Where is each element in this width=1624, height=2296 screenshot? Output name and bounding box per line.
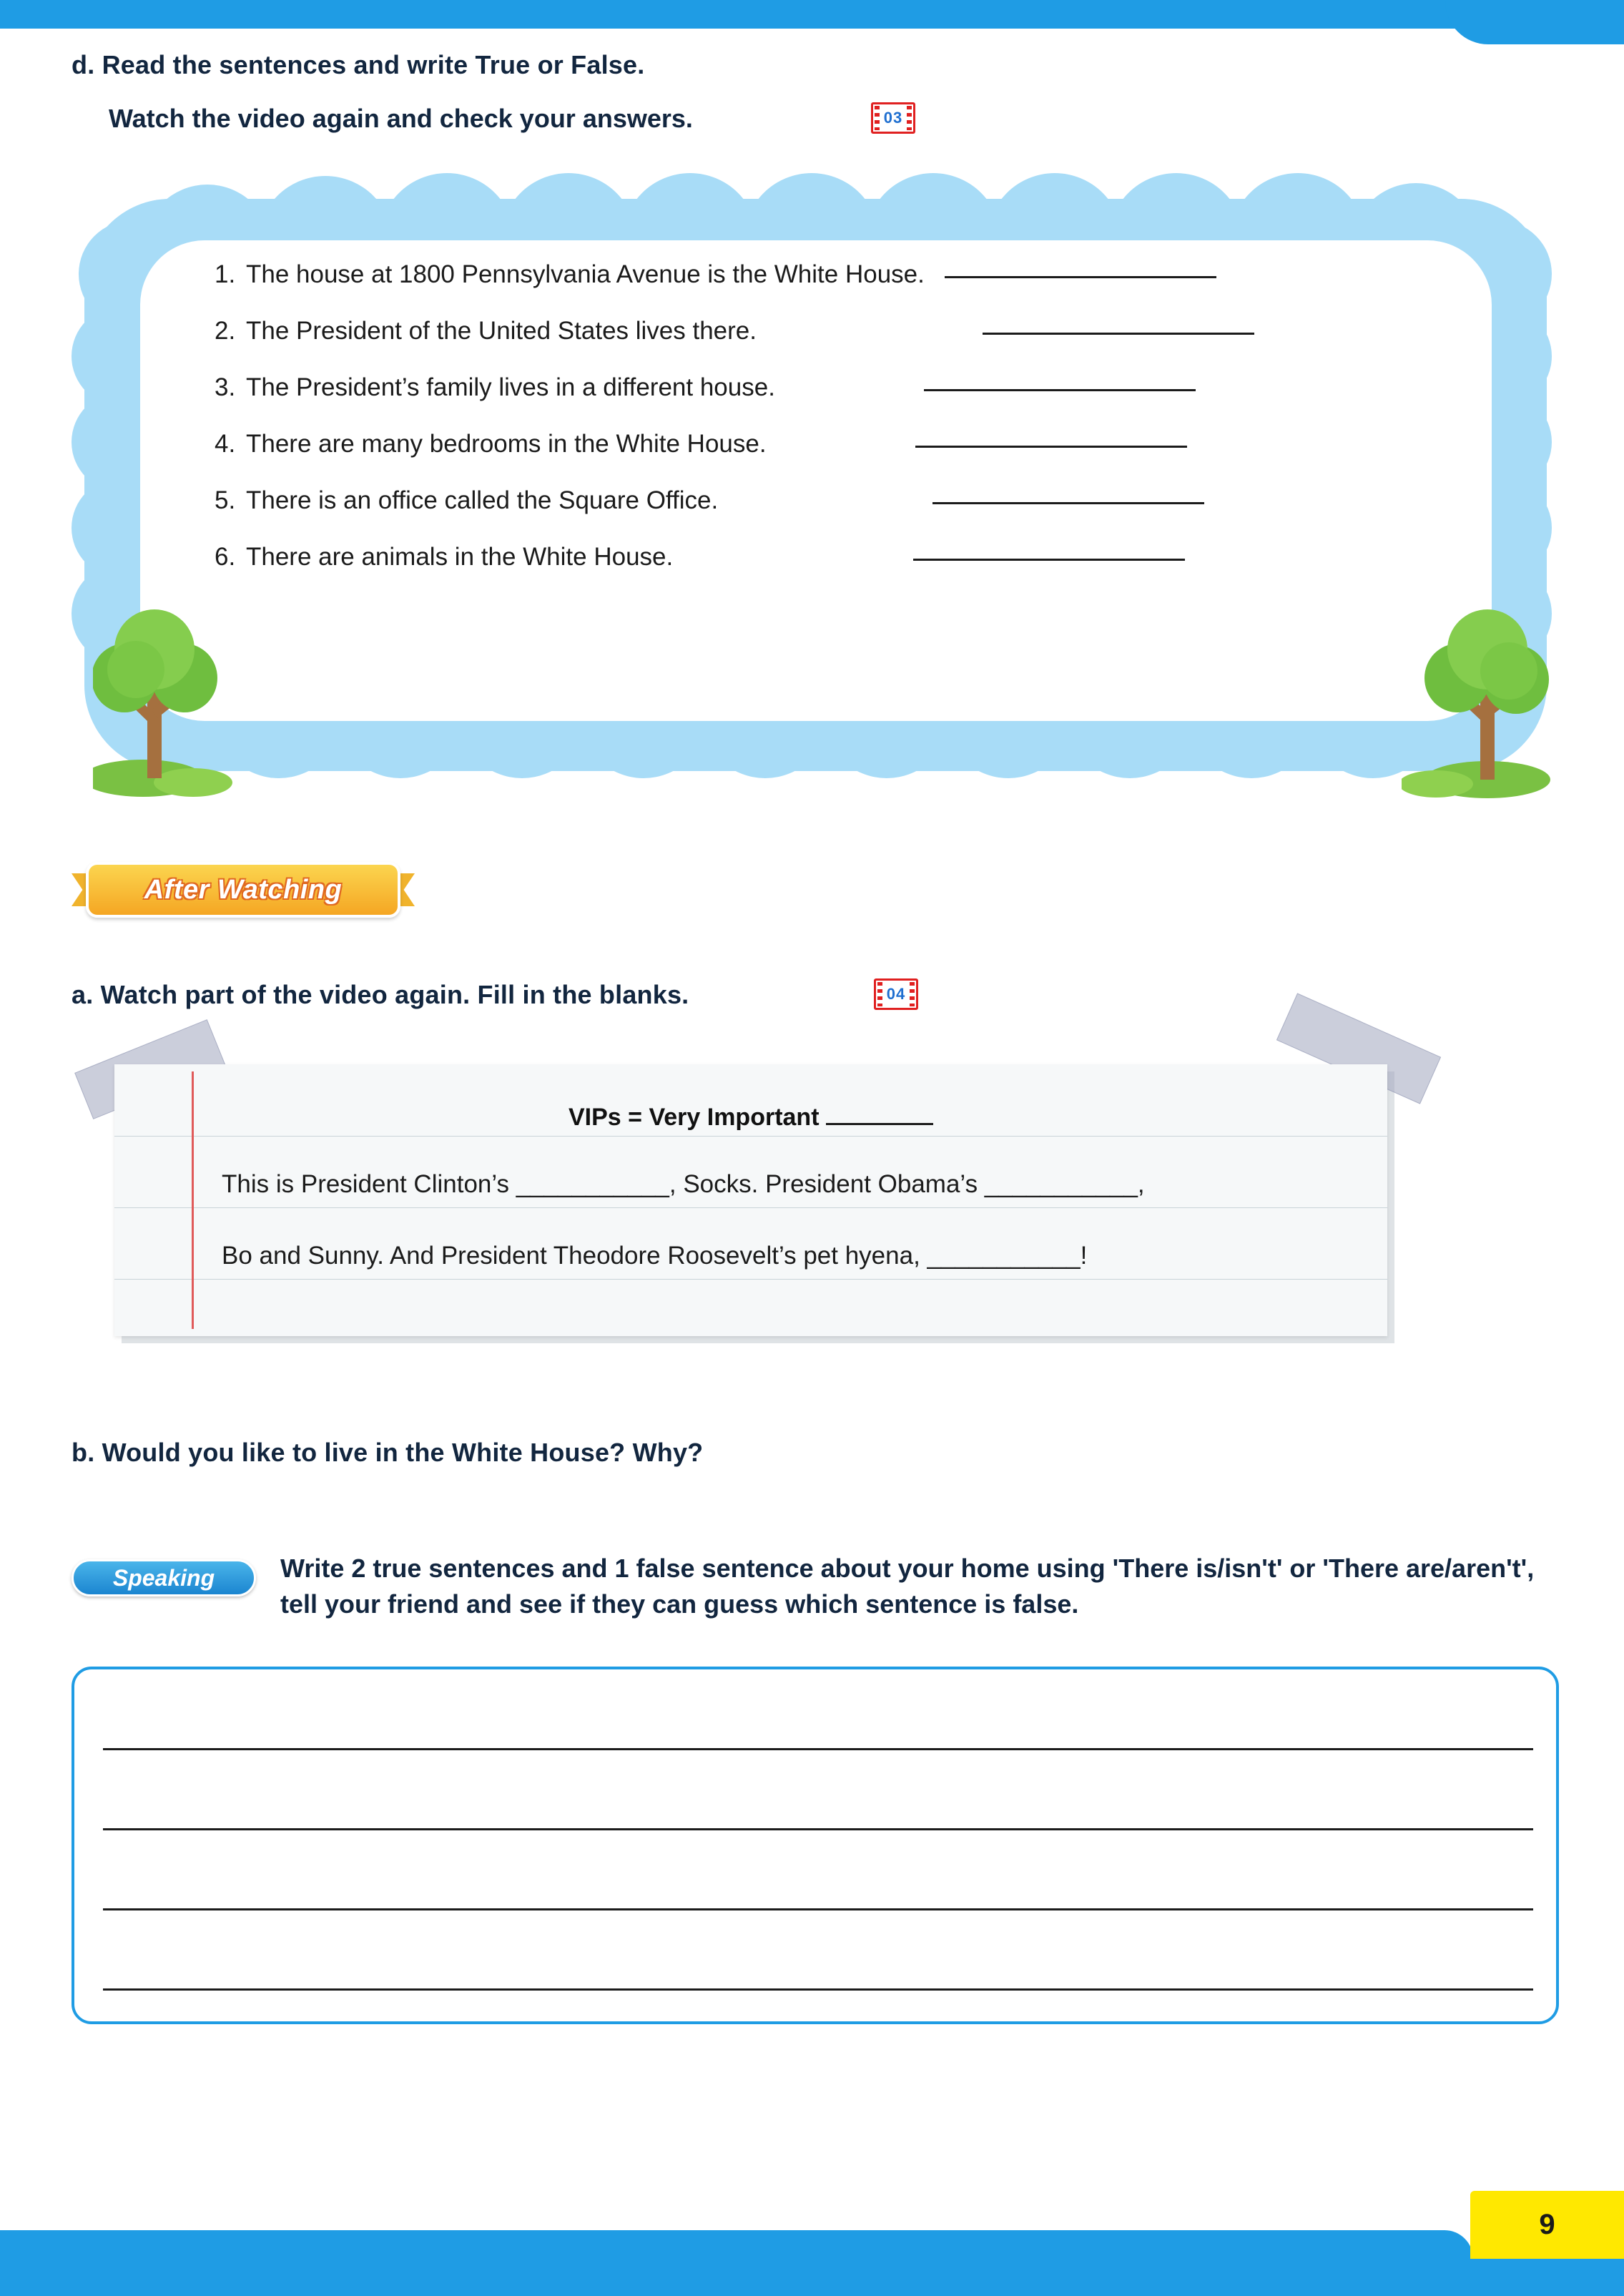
top-right-tab [1445,0,1624,44]
video-badge-03-number: 03 [883,109,903,127]
paper-line-1: This is President Clinton’s ___________, Socks. President Obama’s ___________, [222,1170,1145,1198]
answer-blank[interactable] [915,446,1187,448]
writing-answer-box[interactable] [72,1667,1559,2024]
list-item [215,260,1387,289]
paper-line-2: Bo and Sunny. And President Theodore Roosevelt’s pet hyena, ___________! [222,1242,1088,1270]
paper-sheet [114,1064,1387,1336]
writing-line[interactable] [103,1988,1533,1991]
list-item [215,543,1387,571]
item-text: The house at 1800 Pennsylvania Avenue is the White House. [246,260,925,288]
exercise-b-heading: b. Would you like to live in the White House? Why? [72,1438,704,1467]
banner-label: After Watching [144,874,343,905]
item-text: There are many bedrooms in the White House. [246,430,767,458]
item-text: The President of the United States lives there. [246,317,757,345]
item-text: The President’s family lives in a different house. [246,373,775,401]
exercise-d-line1: d. Read the sentences and write True or False. [72,50,645,79]
speaking-instruction: Write 2 true sentences and 1 false sentence about your home using 'There is/isn't' or 'There are/aren't', tell your friend and see if they can guess which sentence is false. [280,1554,1535,1619]
page-number: 9 [1470,2191,1624,2259]
cloud-panel [72,192,1559,803]
item-number: 3. [215,373,236,401]
item-number: 1. [215,260,236,288]
list-item [215,430,1387,458]
paper-title [114,1104,1387,1132]
banner-pill [86,862,400,918]
writing-line[interactable] [103,1748,1533,1750]
item-number: 6. [215,543,236,571]
paper-title-text: VIPs = Very Important [569,1104,826,1131]
exercise-d-line2: Watch the video again and check your answers. [109,104,693,133]
video-badge-04-number: 04 [886,985,906,1003]
list-item [215,373,1387,402]
writing-line[interactable] [103,1828,1533,1830]
item-number: 2. [215,317,236,345]
answer-blank[interactable] [983,333,1254,335]
video-badge-04[interactable] [874,978,918,1010]
top-decorative-bar [0,0,1624,29]
list-item [215,317,1387,345]
paper-title-blank[interactable] [826,1123,933,1125]
item-text: There are animals in the White House. [246,543,674,571]
answer-blank[interactable] [913,559,1185,561]
bottom-decorative-bar [0,2259,1624,2296]
tree-icon-right [1402,571,1552,800]
true-false-list [215,260,1387,599]
after-watching-banner [72,862,415,918]
answer-blank[interactable] [945,276,1216,278]
list-item [215,486,1387,515]
notebook-paper [107,1059,1480,1359]
speaking-badge-label: Speaking [112,1564,215,1591]
item-number: 4. [215,430,236,458]
answer-blank[interactable] [924,389,1196,391]
tree-icon-left [93,571,236,800]
bottom-curve [0,2230,1473,2259]
answer-blank[interactable] [932,502,1204,504]
writing-line[interactable] [103,1908,1533,1910]
speaking-badge [72,1559,256,1596]
video-badge-03[interactable] [871,102,915,134]
exercise-a-heading: a. Watch part of the video again. Fill in the blanks. [72,980,689,1009]
item-number: 5. [215,486,236,514]
item-text: There is an office called the Square Office. [246,486,719,514]
